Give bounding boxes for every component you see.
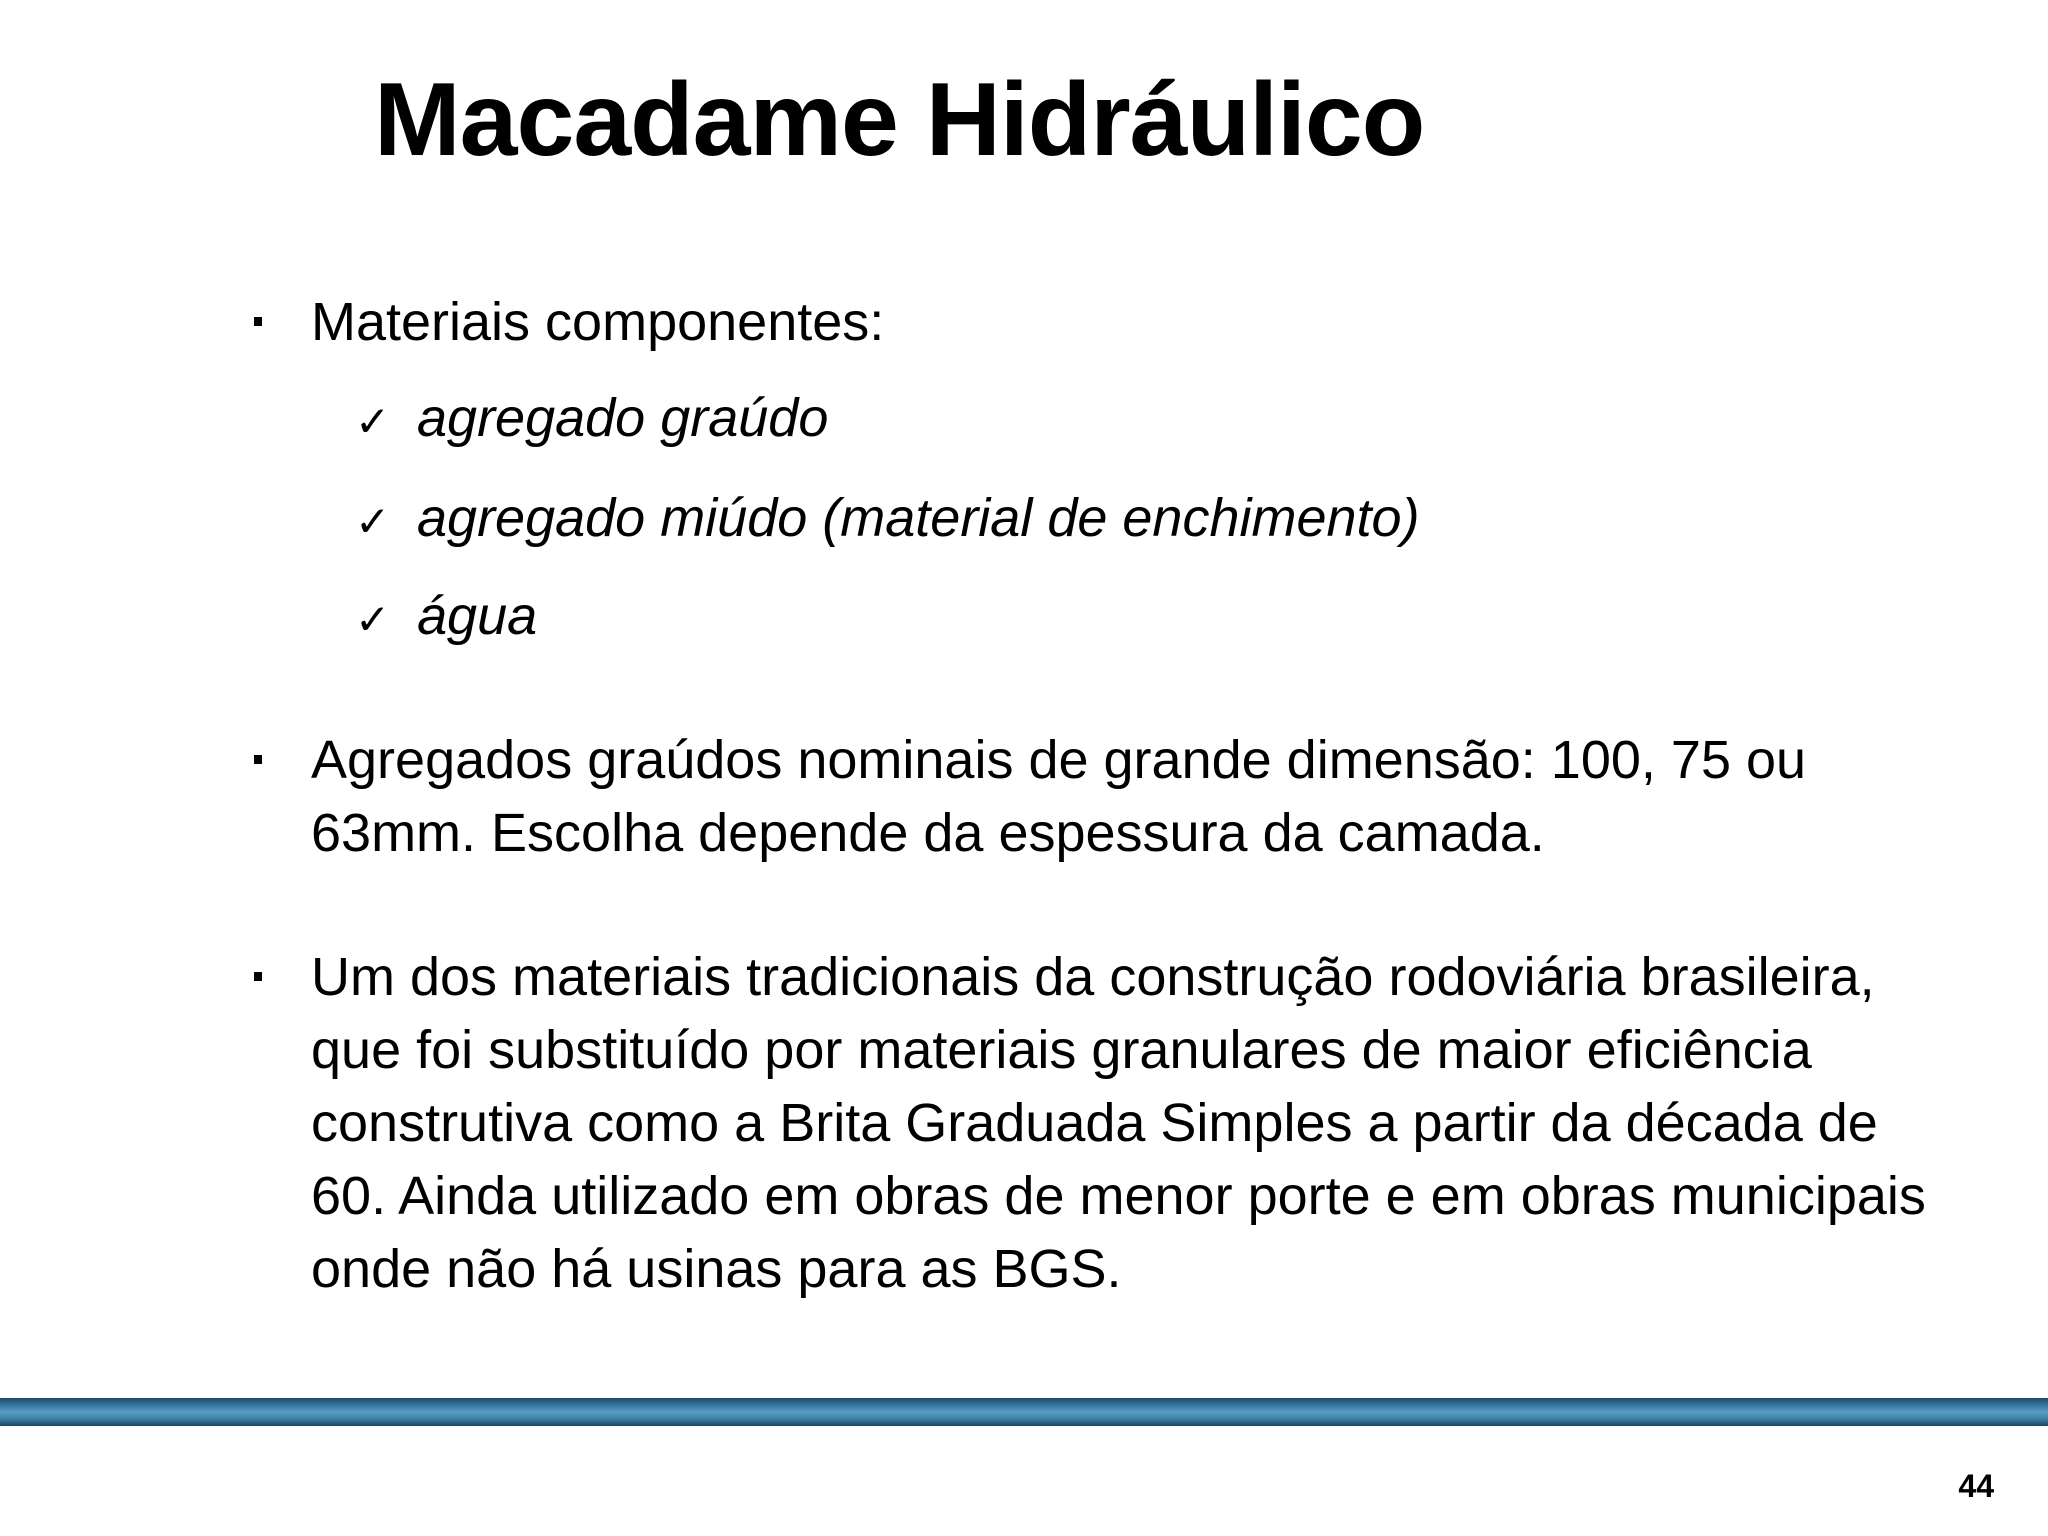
page-number: 44 bbox=[1958, 1468, 1994, 1504]
square-bullet-icon bbox=[254, 755, 262, 764]
slide-title: Macadame Hidráulico bbox=[374, 62, 1425, 178]
bullet-text: Materiais componentes: bbox=[311, 292, 885, 352]
bullet-item bbox=[311, 724, 1951, 870]
footer-bar bbox=[0, 1398, 2048, 1426]
check-icon: ✓ bbox=[355, 595, 391, 644]
sub-item-text: agregado graúdo bbox=[417, 388, 829, 448]
bullet-text: Agregados graúdos nominais de grande dimensão: 100, 75 ou 63mm. Escolha depende da espessura da camada. bbox=[311, 730, 1807, 863]
bullet-text: Um dos materiais tradicionais da construção rodoviária brasileira, que foi substituído por materiais granulares de maior eficiência construtiva como a Brita Graduada Simples a partir da década de 60. Ainda utilizado em obras de menor porte e em obras municipais onde não há usinas para as BGS. bbox=[311, 947, 1926, 1299]
sub-item-text: água bbox=[417, 586, 538, 646]
check-icon: ✓ bbox=[355, 497, 391, 546]
square-bullet-icon bbox=[254, 317, 262, 326]
sub-list-item bbox=[355, 482, 1420, 558]
sub-list-item bbox=[355, 382, 828, 458]
sub-list-item bbox=[355, 580, 537, 656]
check-icon: ✓ bbox=[355, 397, 391, 446]
bullet-item bbox=[311, 286, 1951, 359]
square-bullet-icon bbox=[254, 972, 262, 981]
bullet-item bbox=[311, 941, 1951, 1306]
sub-item-text: agregado miúdo (material de enchimento) bbox=[417, 488, 1420, 548]
